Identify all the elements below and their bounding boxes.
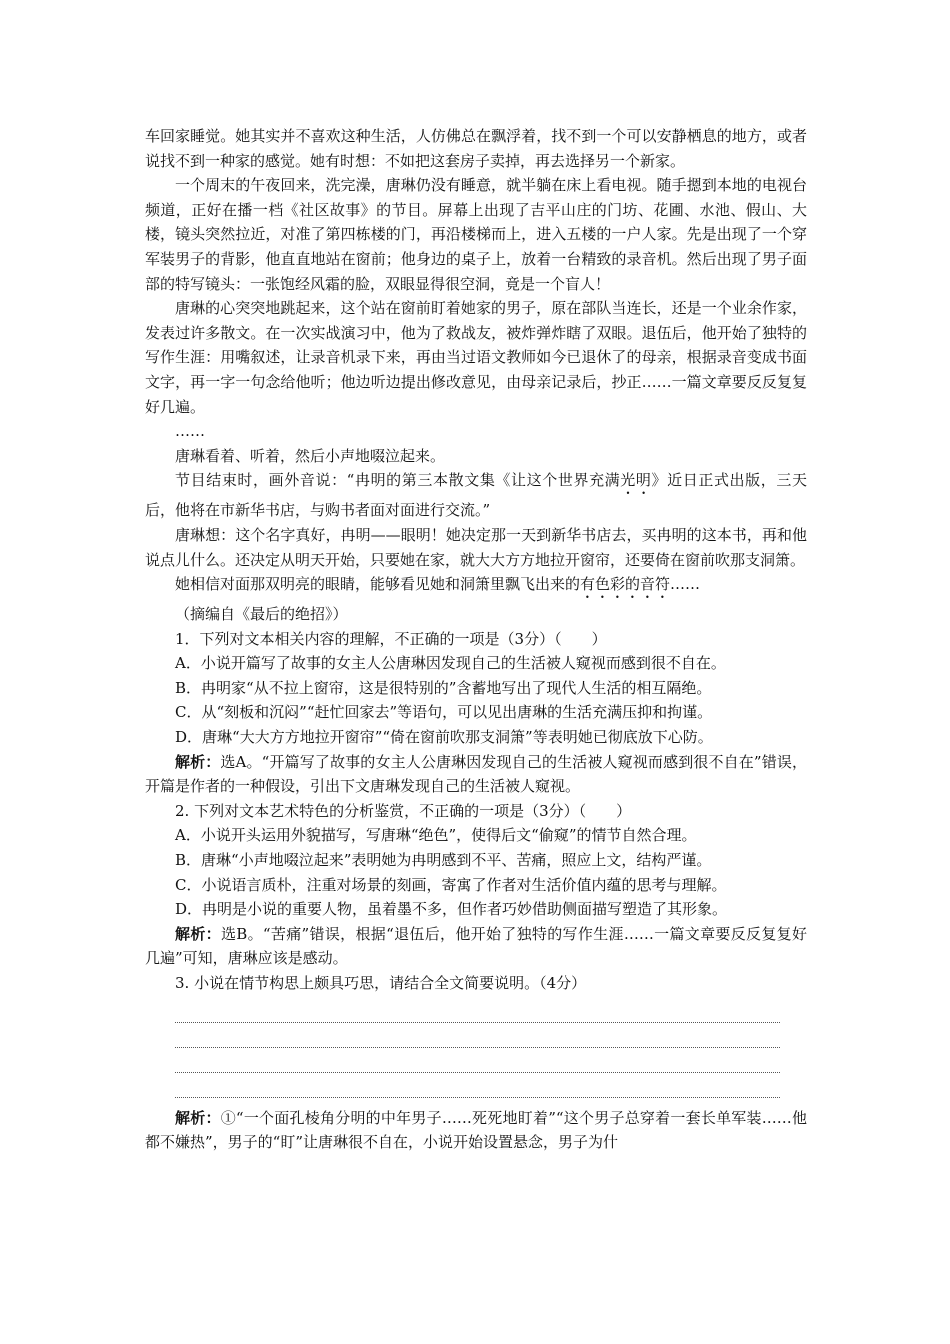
source-citation: （摘编自《最后的绝招》） (175, 605, 348, 624)
ellipsis: …… (175, 422, 205, 441)
text-segment: …… (670, 575, 701, 594)
question-1-option-b: B．冉明家“从不拉上窗帘，这是很特别的”含蓄地写出了现代人生活的相互隔绝。 (175, 678, 712, 697)
answer-line[interactable] (175, 1048, 780, 1073)
analysis-label: 解析： (175, 752, 221, 771)
paragraph: 唐琳看着、听着，然后小声地啜泣起来。 (175, 446, 446, 465)
paragraph: 车回家睡觉。她其实并不喜欢这种生活，人仿佛总在飘浮着，找不到一个可以安静栖息的地方，或者说找不到一种家的感觉。她有时想：不如把这套房子卖掉，再去选择另一个新家。 (145, 127, 807, 170)
emphasized-text: 有色彩的音符 (580, 575, 671, 594)
text-segment: 节目结束时，画外音说：“冉明的第三本散文集《让这个世界充满 (175, 471, 621, 490)
question-2-option-d: D．冉明是小说的重要人物，虽着墨不多，但作者巧妙借助侧面描写塑造了其形象。 (175, 900, 728, 919)
paragraph: 一个周末的午夜回来，洗完澡，唐琳仍没有睡意，就半躺在床上看电视。随手摁到本地的电视台频道，正好在播一档《社区故事》的节目。屏幕上出现了吉平山庄的门坊、花圃、水池、假山、大楼，镜头突然拉近，对准了第四栋楼的门，再沿楼梯而上，进入五楼的一户人家。先是出现了一个穿军装男子的背影，他直直地站在窗前；他身边的桌子上，放着一台精致的录音机。然后出现了男子面部的特写镜头：一张饱经风霜的脸，双眼显得很空洞，竟是一个盲人！ (145, 176, 807, 293)
analysis-text: ①“一个面孔棱角分明的中年男子……死死地盯着”“这个男子总穿着一套长单军装……他都不嫌热”，男子的“盯”让唐琳很不自在，小说开始设置悬念，男子为什 (145, 1108, 807, 1152)
analysis-label: 解析： (175, 1108, 221, 1127)
question-2-option-b: B．唐琳“小声地啜泣起来”表明她为冉明感到不平、苦痛，照应上文，结构严谨。 (175, 851, 712, 870)
question-2-stem: 2. 下列对文本艺术特色的分析鉴赏，不正确的一项是（3分）（ ） (175, 801, 632, 820)
answer-line[interactable] (175, 998, 780, 1023)
question-2-analysis (145, 922, 807, 971)
paragraph (145, 468, 807, 523)
question-1-option-d: D．唐琳“大大方方地拉开窗帘”“倚在窗前吹那支洞箫”等表明她已彻底放下心防。 (175, 728, 713, 747)
question-1-analysis (145, 750, 807, 799)
analysis-label: 解析： (175, 924, 221, 943)
answer-line[interactable] (175, 1073, 780, 1098)
question-2-option-a: A．小说开头运用外貌描写，写唐琳“绝色”，使得后文“偷窥”的情节自然合理。 (175, 826, 697, 845)
document-page (145, 124, 807, 1155)
analysis-text: 选B。“苦痛”错误，根据“退伍后，他开始了独特的写作生涯……一篇文章要反反复复好几遍”可知，唐琳应该是感动。 (145, 924, 807, 968)
text-segment: 》近日正式出版，三天后，他将在市新华书店，与购书者面对面进行交流。” (145, 471, 807, 520)
question-1-option-a: A．小说开篇写了故事的女主人公唐琳因发现自己的生活被人窥视而感到很不自在。 (175, 654, 726, 673)
emphasized-text: 光明 (620, 471, 652, 490)
text-segment: 她相信对面那双明亮的眼睛，能够看见她和洞箫里飘飞出来的 (175, 575, 581, 594)
paragraph: 唐琳想：这个名字真好，冉明——眼明！她决定那一天到新华书店去，买冉明的这本书，再和他说点儿什么。还决定从明天开始，只要她在家，就大大方方地拉开窗帘，还要倚在窗前吹那支洞箫。 (145, 525, 807, 569)
answer-lines (145, 998, 807, 1098)
answer-line[interactable] (175, 1023, 780, 1048)
analysis-text: 选A。“开篇写了故事的女主人公唐琳因发现自己的生活被人窥视而感到很不自在”错误，开篇是作者的一种假设，引出下文唐琳发现自己的生活被人窥视。 (145, 752, 807, 796)
question-3-stem: 3. 小说在情节构思上颇具巧思，请结合全文简要说明。（4分） (175, 974, 587, 992)
paragraph (145, 572, 807, 602)
paragraph: 唐琳的心突突地跳起来，这个站在窗前盯着她家的男子，原在部队当连长，还是一个业余作家，发表过许多散文。在一次实战演习中，他为了救战友，被炸弹炸瞎了双眼。退伍后，他开始了独特的写作生涯：用嘴叙述，让录音机录下来，再由当过语文教师如今已退休了的母亲，根据录音变成书面文字，再一字一句念给他听；他边听边提出修改意见，由母亲记录后，抄正……一篇文章要反反复复好几遍。 (145, 299, 807, 416)
question-1-option-c: C．从“刻板和沉闷”“赶忙回家去”等语句，可以见出唐琳的生活充满压抑和拘谨。 (175, 703, 713, 722)
question-1-stem: 1．下列对文本相关内容的理解，不正确的一项是（3分）（ ） (175, 629, 607, 648)
question-3-analysis (145, 1106, 807, 1155)
question-2-option-c: C．小说语言质朴，注重对场景的刻画，寄寓了作者对生活价值内蕴的思考与理解。 (175, 875, 727, 894)
